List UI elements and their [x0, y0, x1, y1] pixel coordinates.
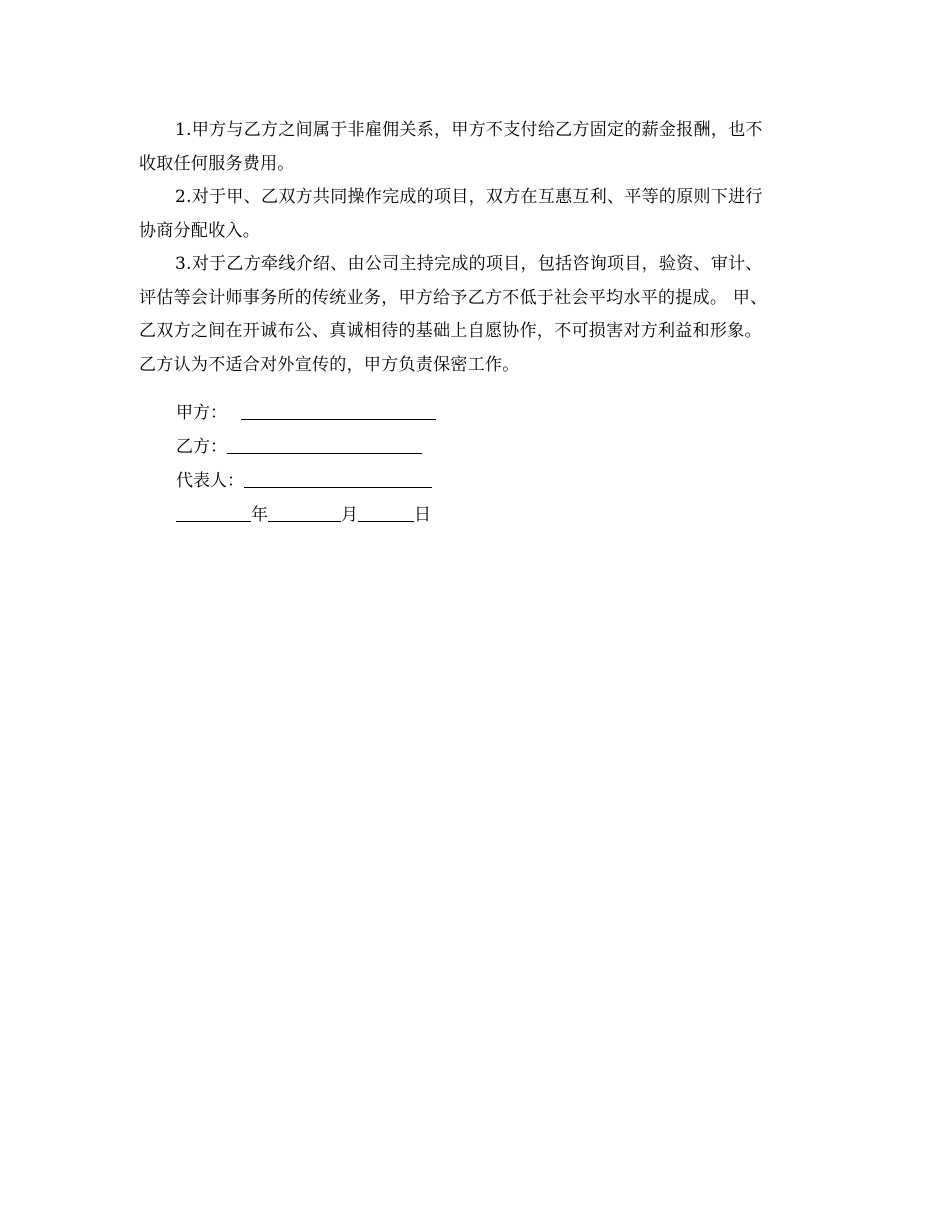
clause-1-line-1: 1.甲方与乙方之间属于非雇佣关系，甲方不支付给乙方固定的薪金报酬，也不	[175, 120, 763, 140]
representative-signature-line[interactable]	[244, 467, 432, 488]
party-b-signature-line[interactable]	[227, 433, 422, 454]
year-label: 年	[251, 505, 268, 525]
clause-3-line-4: 乙方认为不适合对外宣传的，甲方负责保密工作。	[139, 354, 520, 375]
clause-2-line-2: 协商分配收入。	[139, 220, 261, 241]
date-row	[176, 498, 436, 532]
representative-label: 代表人：	[176, 471, 244, 491]
year-blank[interactable]	[176, 501, 251, 522]
clause-2-line-1: 2.对于甲、乙双方共同操作完成的项目，双方在互惠互利、平等的原则下进行	[175, 187, 763, 207]
signature-block	[176, 396, 436, 532]
day-label: 日	[414, 505, 431, 525]
clause-3	[139, 248, 819, 382]
party-a-row	[176, 396, 436, 430]
month-label: 月	[341, 505, 358, 525]
party-b-row	[176, 430, 436, 464]
representative-row	[176, 464, 436, 498]
party-a-label: 甲方：	[176, 403, 227, 423]
clause-1-line-2: 收取任何服务费用。	[139, 153, 295, 174]
contract-body	[139, 114, 819, 382]
day-blank[interactable]	[358, 501, 414, 522]
month-blank[interactable]	[268, 501, 341, 522]
party-b-label: 乙方：	[176, 437, 227, 457]
clause-3-line-2: 评估等会计师事务所的传统业务，甲方给予乙方不低于社会平均水平的提成。 甲、	[139, 287, 768, 308]
clause-3-line-1: 3.对于乙方牵线介绍、由公司主持完成的项目，包括咨询项目，验资、审计、	[175, 254, 763, 274]
clause-3-line-3: 乙双方之间在开诚布公、真诚相待的基础上自愿协作，不可损害对方利益和形象。	[139, 321, 762, 341]
party-a-signature-line[interactable]	[241, 399, 436, 420]
clause-1	[139, 114, 819, 181]
clause-2	[139, 181, 819, 248]
